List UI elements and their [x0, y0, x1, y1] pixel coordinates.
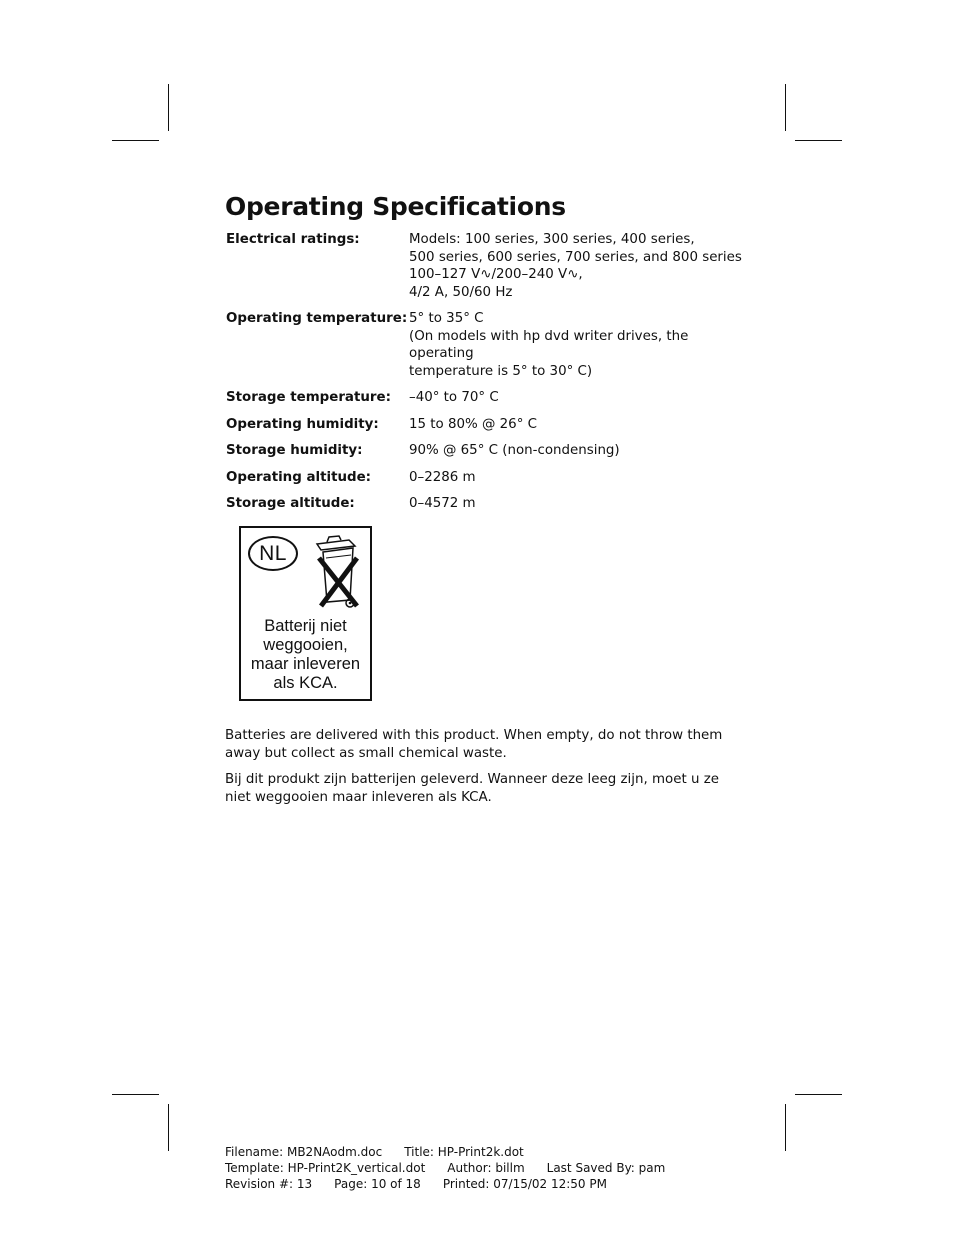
spec-row-storage-temperature [226, 389, 746, 407]
crossed-out-bin-icon [313, 534, 365, 612]
footer-template: Template: HP-Print2K_vertical.dot [225, 1161, 426, 1175]
spec-value: –40° to 70° C [409, 390, 499, 405]
spec-row-operating-altitude [226, 469, 746, 487]
crop-mark-bottom-left-vertical [168, 1104, 169, 1151]
footer-line-1 [225, 1144, 665, 1160]
crop-mark-top-right-vertical [785, 84, 786, 131]
spec-label: Operating altitude: [226, 469, 372, 485]
spec-value: 90% @ 65° C (non-condensing) [409, 443, 620, 458]
spec-label: Storage temperature: [226, 390, 391, 405]
spec-row-storage-altitude [226, 495, 746, 513]
footer-line-3 [225, 1176, 665, 1192]
spec-value: Models: 100 series, 300 series, 400 series, 500 series, 600 series, 700 series, and 800 series 100–127 V∿/200–240 V∿, 4/2 A, 50/60 Hz [409, 232, 742, 300]
spec-label: Storage humidity: [226, 443, 363, 458]
crop-mark-top-left-horizontal [112, 140, 159, 141]
specifications-table [226, 231, 746, 522]
spec-value: 15 to 80% @ 26° C [409, 416, 538, 432]
footer-page: Page: 10 of 18 [334, 1177, 421, 1191]
footer-saved-by: Last Saved By: pam [546, 1161, 666, 1175]
spec-value: 0–4572 m [409, 496, 476, 511]
footer-filename: Filename: MB2NAodm.doc [225, 1145, 383, 1159]
footer-line-2 [225, 1160, 665, 1176]
spec-value: 5° to 35° C (On models with hp dvd writer drives, the operating temperature is 5° to 30° C) [409, 311, 689, 379]
crop-mark-top-left-vertical [168, 84, 169, 131]
footer-printed: Printed: 07/15/02 12:50 PM [442, 1177, 607, 1191]
battery-paragraph-english: Batteries are delivered with this product. When empty, do not throw them away but collect as small chemical waste. [225, 728, 723, 761]
spec-row-operating-humidity [226, 416, 746, 434]
crop-mark-bottom-right-horizontal [795, 1094, 842, 1095]
footer-revision: Revision #: 13 [225, 1177, 313, 1191]
spec-row-electrical-ratings [226, 231, 746, 301]
spec-label: Storage altitude: [226, 496, 355, 511]
battery-disposal-sign [239, 526, 372, 701]
document-footer [225, 1144, 665, 1192]
footer-title: Title: HP-Print2k.dot [404, 1145, 524, 1159]
spec-row-operating-temperature [226, 310, 746, 380]
spec-label: Electrical ratings: [226, 232, 360, 247]
sign-caption: Batterij niet weggooien, maar inleveren als KCA. [250, 617, 361, 692]
page-title: Operating Specifications [225, 192, 566, 221]
spec-row-storage-humidity [226, 442, 746, 460]
battery-paragraph-dutch: Bij dit produkt zijn batterijen geleverd. Wanneer deze leeg zijn, moet u ze niet weggooien maar inleveren als KCA. [225, 772, 719, 805]
footer-author: Author: billm [447, 1161, 525, 1175]
crop-mark-top-right-horizontal [795, 140, 842, 141]
crop-mark-bottom-right-vertical [785, 1104, 786, 1151]
spec-value: 0–2286 m [409, 469, 476, 485]
crop-mark-bottom-left-horizontal [112, 1094, 159, 1095]
spec-label: Operating humidity: [226, 416, 379, 432]
nl-badge: NL [248, 536, 298, 571]
spec-label: Operating temperature: [226, 311, 408, 326]
